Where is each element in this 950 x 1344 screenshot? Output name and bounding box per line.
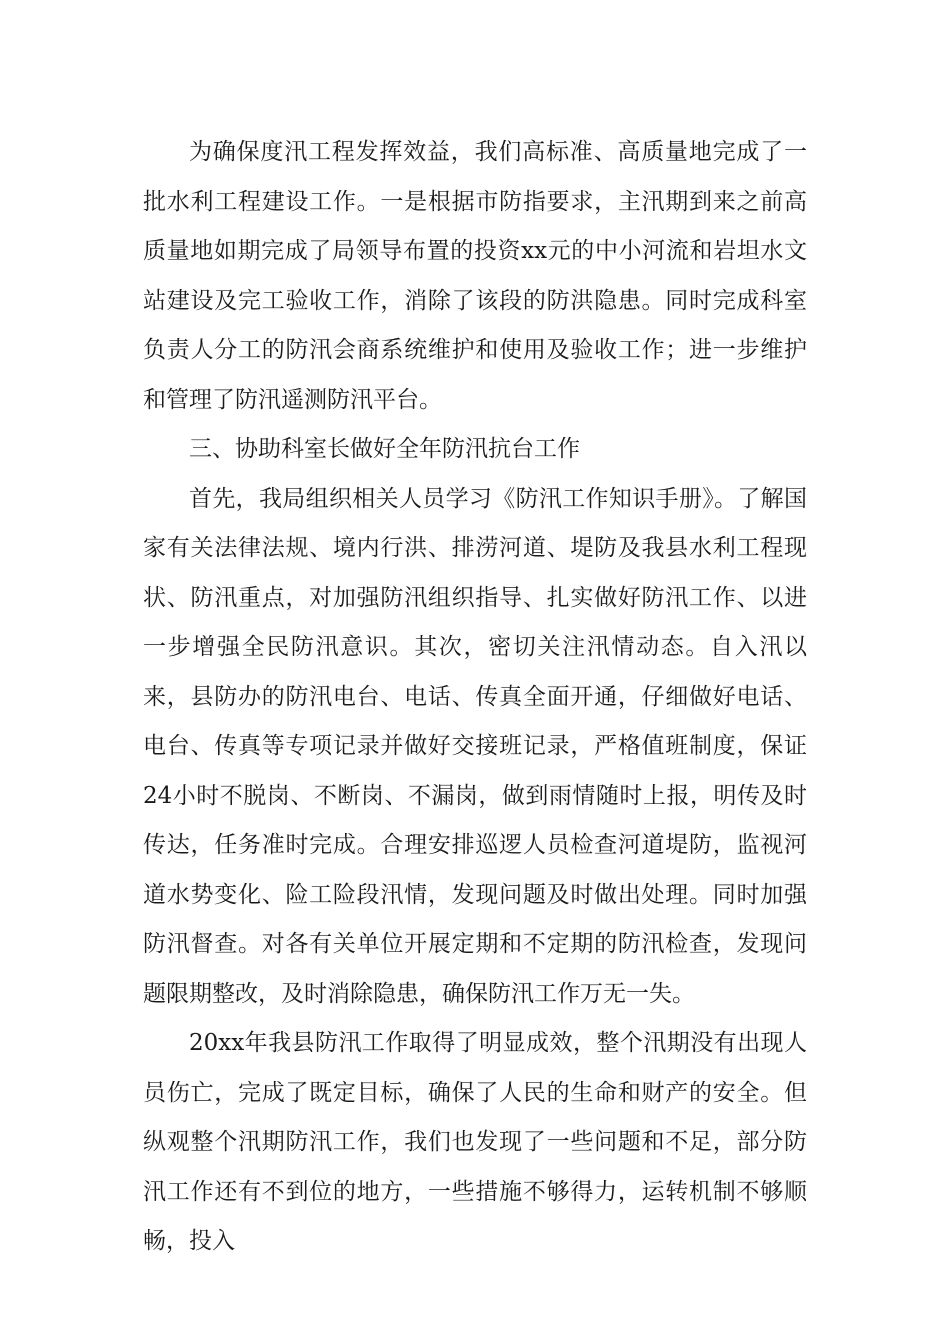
paragraph-flood-projects: 为确保度汛工程发挥效益，我们高标准、高质量地完成了一批水利工程建设工作。一是根据市防指要求，主汛期到来之前高质量地如期完成了局领导布置的投资xx元的中小河流和岩坦水文站建设及完工验收工作，消除了该段的防洪隐患。同时完成科室负责人分工的防汛会商系统维护和使用及验收工作；进一步维护和管理了防汛遥测防汛平台。 xyxy=(143,139,807,413)
section-heading-three: 三、协助科室长做好全年防汛抗台工作 xyxy=(189,436,580,462)
document-body xyxy=(143,128,807,1267)
paragraph-flood-work: 首先，我局组织相关人员学习《防汛工作知识手册》。了解国家有关法律法规、境内行洪、排涝河道、堤防及我县水利工程现状、防汛重点，对加强防汛组织指导、扎实做好防汛工作、以进一步增强全民防汛意识。其次，密切关注汛情动态。自入汛以来，县防办的防汛电台、电话、传真全面开通，仔细做好电话、电台、传真等专项记录并做好交接班记录，严格值班制度，保证24小时不脱岗、不断岗、不漏岗，做到雨情随时上报，明传及时传达，任务准时完成。合理安排巡逻人员检查河道堤防，监视河道水势变化、险工险段汛情，发现问题及时做出处理。同时加强防汛督查。对各有关单位开展定期和不定期的防汛检查，发现问题限期整改，及时消除隐患，确保防汛工作万无一失。 xyxy=(143,485,807,1007)
paragraph-annual-summary: 20xx年我县防汛工作取得了明显成效，整个汛期没有出现人员伤亡，完成了既定目标，确保了人民的生命和财产的安全。但纵观整个汛期防汛工作，我们也发现了一些问题和不足，部分防汛工作还有不到位的地方，一些措施不够得力，运转机制不够顺畅，投入 xyxy=(143,1030,807,1254)
